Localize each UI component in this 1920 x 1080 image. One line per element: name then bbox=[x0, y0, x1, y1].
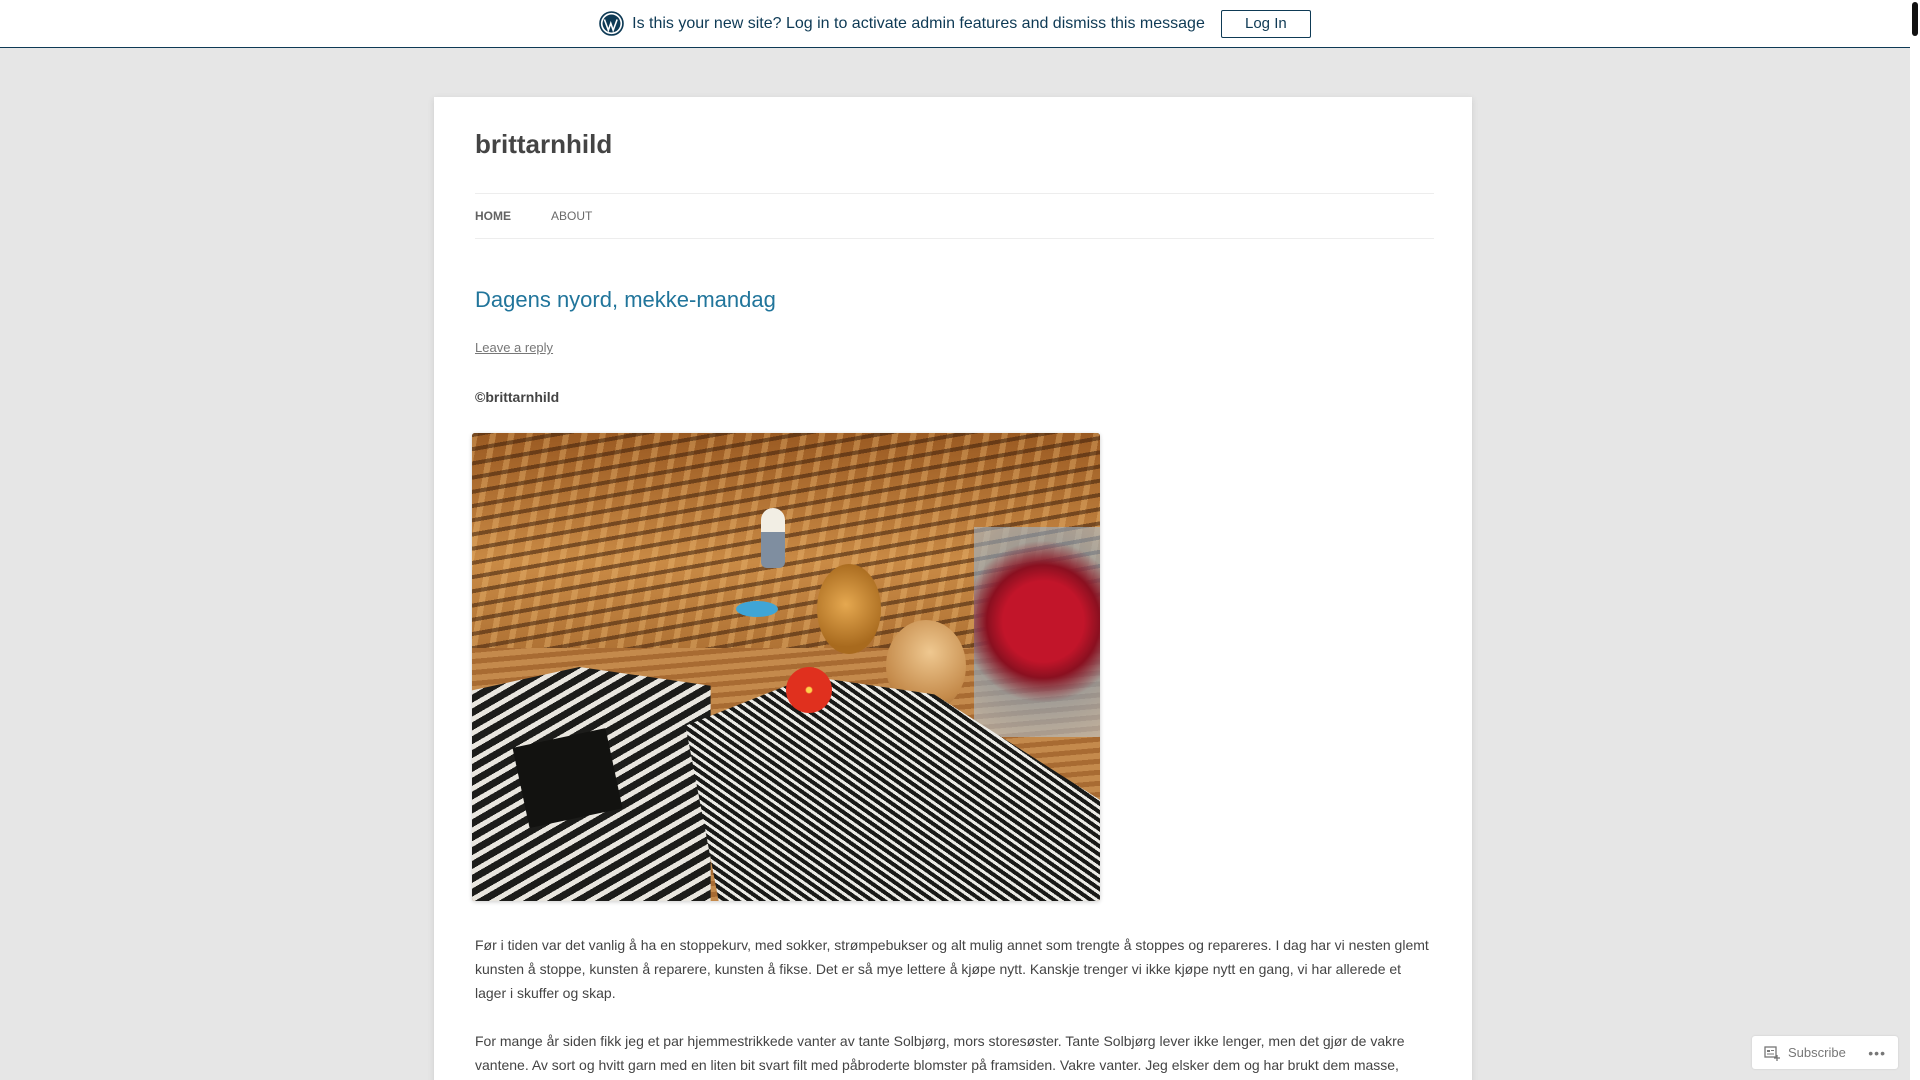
image-embroidered-patch bbox=[512, 728, 622, 828]
scrollbar-thumb[interactable] bbox=[1912, 2, 1918, 36]
image-bird-figurine bbox=[761, 508, 785, 568]
leave-reply-link[interactable]: Leave a reply bbox=[475, 340, 554, 355]
subscribe-label: Subscribe bbox=[1788, 1045, 1846, 1060]
post-paragraph: Før i tiden var det vanlig å ha en stoppekurv, med sokker, strømpebukser og alt mulig annet som trengte å stoppes og repareres. I dag har vi nesten glemt kunsten å stoppe, kunsten å reparere, kunsten å fikse. Det er så mye lettere å kjøpe nytt. Kanskje trenger vi ikke kjøpe nytt en gang, vi har allerede et lager i skuffer og skap. bbox=[475, 937, 1429, 1001]
wordpress-logo-icon bbox=[599, 11, 624, 36]
image-yarn-jar bbox=[974, 527, 1100, 738]
subscribe-widget bbox=[1752, 1036, 1898, 1069]
more-options-icon[interactable]: ••• bbox=[1868, 1044, 1886, 1061]
nav-item-home[interactable]: HOME bbox=[475, 209, 511, 223]
image-mitten-left bbox=[472, 667, 711, 901]
main-navigation bbox=[475, 193, 1434, 239]
post-paragraph: For mange år siden fikk jeg et par hjemmestrikkede vanter av tante Solbjørg, mors storesøster. Tante Solbjørg lever ikke lenger, men det gjør de vakre vantene. Av sort og hvitt garn med en liten bit svart filt med påbroderte blomster på framsiden. Vakre vanter. Jeg elsker dem og har brukt dem masse, bbox=[475, 1033, 1405, 1073]
page-scrollbar[interactable] bbox=[1910, 0, 1920, 1080]
post-title[interactable]: Dagens nyord, mekke-mandag bbox=[475, 287, 776, 312]
post-image[interactable] bbox=[472, 433, 1100, 901]
image-red-flower bbox=[786, 667, 832, 713]
post-copyright: ©brittarnhild bbox=[475, 389, 560, 405]
admin-notice-banner bbox=[0, 0, 1910, 48]
image-wooden-spool bbox=[817, 564, 881, 654]
page-container bbox=[434, 97, 1472, 1080]
subscribe-reader-icon bbox=[1764, 1045, 1780, 1061]
subscribe-button[interactable] bbox=[1764, 1045, 1846, 1061]
admin-notice-message: Is this your new site? Log in to activate admin features and dismiss this message bbox=[632, 14, 1205, 32]
log-in-button[interactable]: Log In bbox=[1221, 10, 1311, 38]
site-title[interactable]: brittarnhild bbox=[475, 129, 613, 159]
nav-item-about[interactable]: ABOUT bbox=[551, 209, 593, 223]
